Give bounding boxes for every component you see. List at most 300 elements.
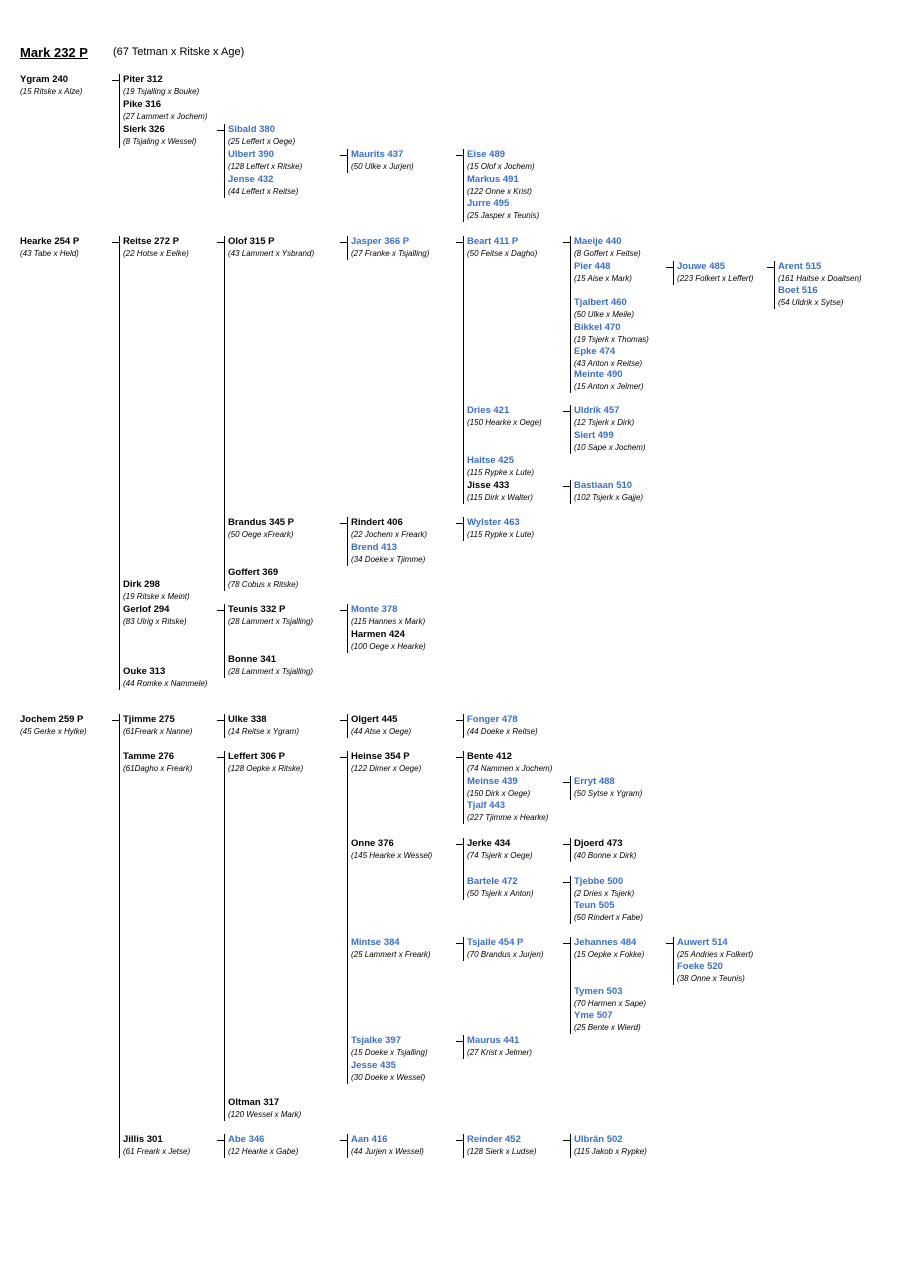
person-parents: (161 Haitse x Doaitsen)	[778, 274, 862, 283]
person-node	[574, 322, 649, 346]
person-name: Wylster 463	[467, 517, 520, 528]
person-parents: (40 Bonne x Dirk)	[574, 851, 637, 860]
connector-tick	[563, 486, 570, 487]
connector-tick	[563, 242, 570, 243]
connector-tick	[456, 1140, 463, 1141]
person-name: Epke 474	[574, 346, 616, 357]
person-node	[574, 480, 643, 504]
connector-line	[224, 751, 225, 1121]
person-parents: (115 Rypke x Lute)	[467, 530, 534, 539]
person-parents: (145 Hearke x Wessel)	[351, 851, 433, 860]
person-parents: (25 Bente x Wierd)	[574, 1023, 641, 1032]
person-name: Abe 346	[228, 1134, 265, 1145]
person-node	[574, 369, 644, 393]
connector-tick	[217, 1140, 224, 1141]
person-parents: (70 Brandus x Jurjen)	[467, 950, 544, 959]
person-parents: (122 Dimer x Oege)	[351, 764, 422, 773]
person-name: Jasper 366 P	[351, 236, 410, 247]
person-node	[467, 876, 534, 900]
person-parents: (50 Oege xFreark)	[228, 530, 294, 539]
person-parents: (43 Lammert x Ysbrand)	[228, 249, 315, 258]
connector-line	[463, 236, 464, 504]
connector-tick	[456, 155, 463, 156]
person-parents: (128 Leffert x Ritske)	[228, 162, 303, 171]
person-parents: (44 Jurjen x Wessel)	[351, 1147, 424, 1156]
person-parents: (19 Tsjalling x Bouke)	[123, 87, 200, 96]
person-node	[351, 751, 421, 775]
person-parents: (25 Leffert x Oege)	[228, 137, 296, 146]
person-name: Ouke 313	[123, 666, 166, 677]
connector-line	[347, 714, 348, 738]
person-name: Beart 411 P	[467, 236, 519, 247]
connector-line	[570, 236, 571, 393]
person-node	[574, 876, 634, 900]
person-node	[123, 714, 192, 738]
person-parents: (44 Doeke x Reitse)	[467, 727, 538, 736]
person-parents: (115 Hannes x Mark)	[351, 617, 426, 626]
person-name: Tsjalle 454 P	[467, 937, 524, 948]
person-node	[351, 604, 425, 628]
person-node	[351, 1134, 424, 1158]
person-node	[677, 961, 745, 985]
person-node	[228, 517, 294, 541]
person-name: Jochem 259 P	[20, 714, 84, 725]
person-parents: (10 Sape x Jochem)	[574, 443, 646, 452]
person-parents: (14 Reitse x Ygram)	[228, 727, 299, 736]
connector-line	[224, 236, 225, 591]
person-name: Jerke 434	[467, 838, 511, 849]
person-node	[574, 937, 644, 961]
person-name: Jouwe 485	[677, 261, 726, 272]
person-node	[20, 236, 79, 260]
person-parents: (15 Anton x Jelmer)	[574, 382, 644, 391]
person-parents: (25 Andries x Folkert)	[677, 950, 754, 959]
person-node	[467, 174, 532, 198]
connector-tick	[456, 242, 463, 243]
person-parents: (61Freark x Nanne)	[123, 727, 193, 736]
person-node	[228, 236, 314, 260]
person-name: Rindert 406	[351, 517, 403, 528]
person-parents: (27 Franke x Tsjalling)	[351, 249, 430, 258]
connector-tick	[563, 882, 570, 883]
person-node	[123, 236, 189, 260]
connector-line	[347, 751, 348, 1084]
person-node	[228, 1097, 301, 1121]
person-name: Tjalf 443	[467, 800, 506, 811]
connector-tick	[217, 610, 224, 611]
person-parents: (50 Tsjerk x Anton)	[467, 889, 534, 898]
connector-tick	[340, 155, 347, 156]
person-node	[574, 261, 632, 285]
person-parents: (44 Leffert x Reitse)	[228, 187, 299, 196]
person-node	[574, 405, 634, 429]
connector-line	[463, 1035, 464, 1059]
connector-line	[224, 1134, 225, 1158]
person-name: Leffert 306 P	[228, 751, 286, 762]
person-parents: (15 Aise x Mark)	[574, 274, 632, 283]
person-node	[123, 74, 199, 98]
person-node	[228, 714, 299, 738]
person-name: Brandus 345 P	[228, 517, 294, 528]
person-name: Bastiaan 510	[574, 480, 633, 491]
connector-line	[224, 714, 225, 738]
connector-line	[463, 751, 464, 824]
person-name: Tjebbe 500	[574, 876, 624, 887]
person-name: Eise 489	[467, 149, 506, 160]
person-node	[20, 74, 82, 98]
person-name: Jehannes 484	[574, 937, 637, 948]
connector-line	[570, 838, 571, 862]
person-name: Tsjalke 397	[351, 1035, 402, 1046]
person-node	[351, 937, 431, 961]
person-node	[351, 236, 429, 260]
connector-line	[463, 149, 464, 222]
person-name: Ulke 338	[228, 714, 267, 725]
person-name: Tamme 276	[123, 751, 175, 762]
person-node	[467, 198, 539, 222]
person-parents: (15 Oepke x Fokke)	[574, 950, 645, 959]
connector-tick	[456, 757, 463, 758]
person-node	[467, 405, 542, 429]
person-name: Dirk 298	[123, 579, 160, 590]
person-node	[351, 714, 411, 738]
person-node	[123, 1134, 190, 1158]
person-name: Heinse 354 P	[351, 751, 410, 762]
person-parents: (19 Tsjerk x Thomas)	[574, 335, 649, 344]
person-name: Erryt 488	[574, 776, 615, 787]
connector-tick	[112, 242, 119, 243]
person-name: Dries 421	[467, 405, 510, 416]
connector-line	[347, 604, 348, 653]
connector-tick	[563, 1140, 570, 1141]
person-node	[574, 430, 646, 454]
connector-tick	[563, 943, 570, 944]
person-node	[574, 297, 634, 321]
person-name: Tjalbert 460	[574, 297, 627, 308]
person-name: Bartele 472	[467, 876, 518, 887]
person-parents: (50 Sytse x Ygram)	[574, 789, 643, 798]
person-node	[123, 751, 192, 775]
connector-tick	[340, 610, 347, 611]
person-name: Ygram 240	[20, 74, 69, 85]
connector-tick	[456, 1041, 463, 1042]
person-name: Sibald 380	[228, 124, 275, 135]
person-parents: (15 Ritske x Alze)	[20, 87, 83, 96]
person-node	[228, 1134, 298, 1158]
person-node	[351, 517, 427, 541]
person-node	[467, 517, 534, 541]
person-node	[228, 751, 303, 775]
person-name: Foeke 520	[677, 961, 723, 972]
person-node	[228, 654, 313, 678]
person-parents: (28 Lammert x Tsjalling)	[228, 617, 314, 626]
person-node	[467, 1134, 536, 1158]
person-parents: (115 Jakob x Rypke)	[574, 1147, 647, 1156]
person-parents: (100 Oege x Hearke)	[351, 642, 426, 651]
person-name: Bikkel 470	[574, 322, 621, 333]
person-parents: (70 Harmen x Sape)	[574, 999, 647, 1008]
person-name: Pier 448	[574, 261, 611, 272]
person-parents: (74 Nammen x Jochem)	[467, 764, 553, 773]
person-parents: (78 Cobus x Ritske)	[228, 580, 299, 589]
connector-line	[774, 261, 775, 309]
person-node	[574, 1134, 647, 1158]
person-node	[574, 346, 642, 370]
connector-line	[119, 74, 120, 148]
person-node	[228, 174, 298, 198]
person-name: Boet 516	[778, 285, 818, 296]
person-node	[467, 149, 535, 173]
person-parents: (43 Anton x Reitse)	[574, 359, 643, 368]
person-name: Jense 432	[228, 174, 274, 185]
person-parents: (128 Sierk x Ludse)	[467, 1147, 537, 1156]
connector-tick	[340, 242, 347, 243]
person-name: Arent 515	[778, 261, 822, 272]
connector-line	[463, 517, 464, 541]
person-node	[20, 714, 87, 738]
person-node	[574, 900, 643, 924]
person-node	[778, 285, 843, 309]
person-name: Jesse 435	[351, 1060, 396, 1071]
connector-line	[224, 124, 225, 198]
person-parents: (50 Feitse x Dagho)	[467, 249, 538, 258]
person-name: Maurus 441	[467, 1035, 520, 1046]
person-parents: (44 Atse x Oege)	[351, 727, 412, 736]
person-parents: (30 Doeke x Wessel)	[351, 1073, 426, 1082]
connector-tick	[217, 757, 224, 758]
person-name: Jillis 301	[123, 1134, 163, 1145]
person-parents: (27 Lammert x Jochem)	[123, 112, 208, 121]
person-parents: (27 Krist x Jelmer)	[467, 1048, 532, 1057]
connector-tick	[112, 80, 119, 81]
person-parents: (8 Tsjaling x Wessel)	[123, 137, 197, 146]
connector-line	[347, 1134, 348, 1158]
person-name: Reinder 452	[467, 1134, 521, 1145]
person-parents: (34 Doeke x Tjimme)	[351, 555, 426, 564]
person-node	[351, 838, 432, 862]
root-parents: (67 Tetman x Ritske x Age)	[113, 46, 245, 58]
person-parents: (128 Oepke x Ritske)	[228, 764, 304, 773]
person-parents: (50 Ulke x Meile)	[574, 310, 635, 319]
person-parents: (15 Doeke x Tsjalling)	[351, 1048, 428, 1057]
person-node	[228, 149, 302, 173]
person-parents: (150 Hearke x Oege)	[467, 418, 542, 427]
connector-line	[570, 405, 571, 454]
person-name: Meinse 439	[467, 776, 518, 787]
person-name: Sierk 326	[123, 124, 165, 135]
person-name: Harmen 424	[351, 629, 405, 640]
person-node	[467, 800, 548, 824]
person-parents: (74 Tsjerk x Oege)	[467, 851, 533, 860]
person-node	[351, 149, 414, 173]
person-name: Ulbrân 502	[574, 1134, 623, 1145]
person-name: Tjimme 275	[123, 714, 175, 725]
connector-tick	[666, 267, 673, 268]
person-name: Fonger 478	[467, 714, 518, 725]
person-node	[574, 236, 641, 260]
person-node	[351, 542, 425, 566]
person-node	[467, 236, 537, 260]
connector-tick	[456, 523, 463, 524]
connector-tick	[767, 267, 774, 268]
person-node	[467, 1035, 532, 1059]
person-parents: (227 Tjimme x Hearke)	[467, 813, 549, 822]
person-name: Teun 505	[574, 900, 615, 911]
person-node	[778, 261, 862, 285]
person-node	[228, 604, 313, 628]
person-parents: (115 Dirk x Walter)	[467, 493, 533, 502]
person-parents: (223 Folkert x Leffert)	[677, 274, 754, 283]
connector-tick	[456, 844, 463, 845]
person-node	[574, 776, 642, 800]
person-parents: (19 Ritske x Meint)	[123, 592, 190, 601]
connector-line	[463, 714, 464, 738]
connector-line	[570, 776, 571, 800]
person-name: Auwert 514	[677, 937, 728, 948]
connector-line	[119, 714, 120, 1158]
person-name: Meinte 490	[574, 369, 623, 380]
person-node	[467, 714, 538, 738]
connector-tick	[217, 720, 224, 721]
person-node	[123, 604, 187, 628]
person-node	[467, 776, 530, 800]
person-node	[228, 124, 295, 148]
person-parents: (2 Dries x Tsjerk)	[574, 889, 635, 898]
person-name: Ulbert 390	[228, 149, 274, 160]
person-node	[467, 455, 534, 479]
person-name: Bonne 341	[228, 654, 277, 665]
person-node	[467, 838, 533, 862]
person-parents: (83 Ulrig x Ritske)	[123, 617, 187, 626]
root-name: Mark 232 P	[20, 45, 88, 60]
person-name: Mintse 384	[351, 937, 400, 948]
connector-tick	[217, 242, 224, 243]
connector-line	[570, 1134, 571, 1158]
person-name: Hearke 254 P	[20, 236, 80, 247]
connector-line	[673, 261, 674, 285]
person-name: Onne 376	[351, 838, 394, 849]
person-name: Teunis 332 P	[228, 604, 286, 615]
person-node	[123, 99, 207, 123]
person-parents: (22 Hotse x Eelke)	[123, 249, 189, 258]
connector-line	[347, 517, 348, 566]
person-parents: (15 Olof x Jochem)	[467, 162, 535, 171]
connector-line	[570, 937, 571, 1034]
person-node	[467, 480, 533, 504]
person-parents: (22 Jochem x Freark)	[351, 530, 428, 539]
person-node	[351, 1060, 425, 1084]
connector-line	[463, 838, 464, 900]
person-parents: (120 Wessel x Mark)	[228, 1110, 302, 1119]
connector-tick	[340, 757, 347, 758]
connector-line	[463, 1134, 464, 1158]
person-name: Aan 416	[351, 1134, 388, 1145]
person-parents: (61Dagho x Freark)	[123, 764, 193, 773]
person-node	[351, 629, 426, 653]
person-name: Uldrik 457	[574, 405, 620, 416]
person-name: Markus 491	[467, 174, 519, 185]
person-name: Pike 316	[123, 99, 162, 110]
connector-tick	[666, 943, 673, 944]
person-node	[574, 986, 646, 1010]
connector-line	[570, 480, 571, 504]
connector-tick	[217, 130, 224, 131]
person-node	[467, 937, 543, 961]
person-node	[123, 124, 196, 148]
person-parents: (102 Tsjerk x Gajje)	[574, 493, 644, 502]
person-name: Olgert 445	[351, 714, 398, 725]
person-name: Haitse 425	[467, 455, 515, 466]
person-parents: (150 Dirk x Oege)	[467, 789, 531, 798]
person-node	[228, 567, 298, 591]
person-parents: (25 Lammert x Freark)	[351, 950, 431, 959]
connector-line	[347, 236, 348, 260]
person-node	[574, 1010, 641, 1034]
connector-tick	[112, 720, 119, 721]
person-name: Siert 499	[574, 430, 614, 441]
connector-tick	[563, 844, 570, 845]
connector-tick	[563, 411, 570, 412]
person-name: Reitse 272 P	[123, 236, 179, 247]
person-name: Tymen 503	[574, 986, 623, 997]
person-node	[574, 838, 636, 862]
person-name: Piter 312	[123, 74, 163, 85]
person-node	[467, 751, 552, 775]
person-name: Maurits 437	[351, 149, 404, 160]
person-node	[123, 579, 190, 603]
person-parents: (12 Tsjerk x Dirk)	[574, 418, 635, 427]
person-name: Monte 378	[351, 604, 398, 615]
person-name: Yme 507	[574, 1010, 613, 1021]
connector-line	[570, 876, 571, 924]
person-name: Djoerd 473	[574, 838, 623, 849]
connector-line	[224, 604, 225, 678]
person-name: Brend 413	[351, 542, 397, 553]
person-name: Jisse 433	[467, 480, 510, 491]
person-parents: (44 Romke x Nammele)	[123, 679, 208, 688]
connector-tick	[456, 720, 463, 721]
connector-line	[347, 149, 348, 173]
person-name: Maeije 440	[574, 236, 622, 247]
person-parents: (50 Rindert x Fabe)	[574, 913, 643, 922]
person-parents: (54 Uldrik x Sytse)	[778, 298, 844, 307]
person-parents: (50 Ulke x Jurjen)	[351, 162, 414, 171]
connector-tick	[456, 943, 463, 944]
person-parents: (115 Rypke x Lute)	[467, 468, 534, 477]
person-node	[351, 1035, 428, 1059]
person-node	[677, 261, 753, 285]
person-parents: (122 Onne x Krist)	[467, 187, 532, 196]
person-node	[677, 937, 753, 961]
connector-tick	[340, 523, 347, 524]
person-node	[123, 666, 207, 690]
connector-tick	[340, 1140, 347, 1141]
person-name: Oltman 317	[228, 1097, 280, 1108]
person-parents: (28 Lammert x Tsjalling)	[228, 667, 314, 676]
person-parents: (38 Onne x Teunis)	[677, 974, 745, 983]
connector-line	[119, 236, 120, 690]
person-parents: (61 Freark x Jetse)	[123, 1147, 191, 1156]
person-name: Bente 412	[467, 751, 512, 762]
person-name: Olof 315 P	[228, 236, 275, 247]
connector-line	[673, 937, 674, 985]
connector-line	[463, 937, 464, 961]
person-parents: (25 Jasper x Teunis)	[467, 211, 540, 220]
person-parents: (43 Tabe x Held)	[20, 249, 79, 258]
connector-tick	[563, 782, 570, 783]
person-name: Goffert 369	[228, 567, 279, 578]
person-parents: (12 Hearke x Gabe)	[228, 1147, 299, 1156]
